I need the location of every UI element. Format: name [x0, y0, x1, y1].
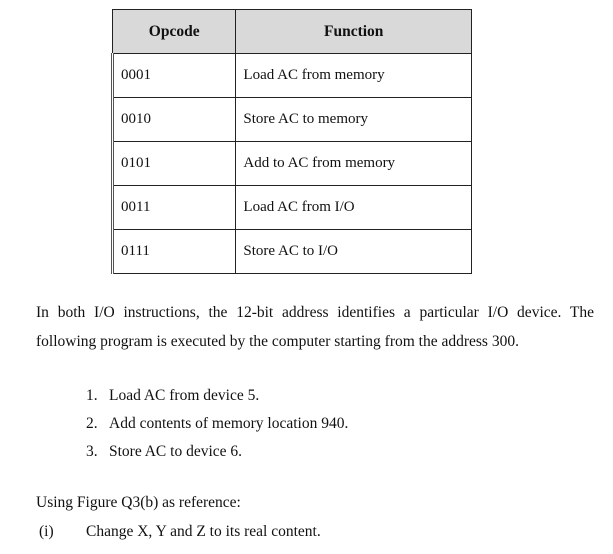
header-function: Function: [236, 10, 472, 54]
opcode-cell: 0001: [113, 54, 236, 98]
step-text: Load AC from device 5.: [109, 387, 260, 404]
step-number: 2.: [86, 415, 98, 432]
subquestion-label: (i): [39, 523, 54, 540]
list-item: [86, 410, 348, 438]
io-paragraph: In both I/O instructions, the 12-bit address identifies a particular I/O device. The following program is executed by the computer starting from the address 300.: [36, 304, 594, 350]
list-item: [86, 382, 348, 410]
step-number: 1.: [86, 387, 98, 404]
table-row: [113, 98, 472, 142]
opcode-cell: 0011: [113, 186, 236, 230]
table-row: [113, 186, 472, 230]
function-cell: Store AC to memory: [236, 98, 472, 142]
subquestion: [36, 521, 321, 543]
table-row: [113, 230, 472, 274]
table-row: [113, 54, 472, 98]
function-cell: Store AC to I/O: [236, 230, 472, 274]
function-cell: Load AC from I/O: [236, 186, 472, 230]
opcode-cell: 0111: [113, 230, 236, 274]
opcode-table: [111, 9, 472, 274]
list-item: [86, 438, 348, 466]
table-header-row: [113, 10, 472, 54]
step-text: Store AC to device 6.: [109, 443, 243, 460]
opcode-cell: 0010: [113, 98, 236, 142]
opcode-cell: 0101: [113, 142, 236, 186]
step-text: Add contents of memory location 940.: [109, 415, 349, 432]
subquestion-text: Change X, Y and Z to its real content.: [86, 523, 321, 540]
reference-text: Using Figure Q3(b) as reference:: [36, 494, 241, 511]
function-cell: Load AC from memory: [236, 54, 472, 98]
step-number: 3.: [86, 443, 98, 460]
function-cell: Add to AC from memory: [236, 142, 472, 186]
table-row: [113, 142, 472, 186]
header-opcode: Opcode: [113, 10, 236, 54]
program-steps: [86, 382, 348, 466]
